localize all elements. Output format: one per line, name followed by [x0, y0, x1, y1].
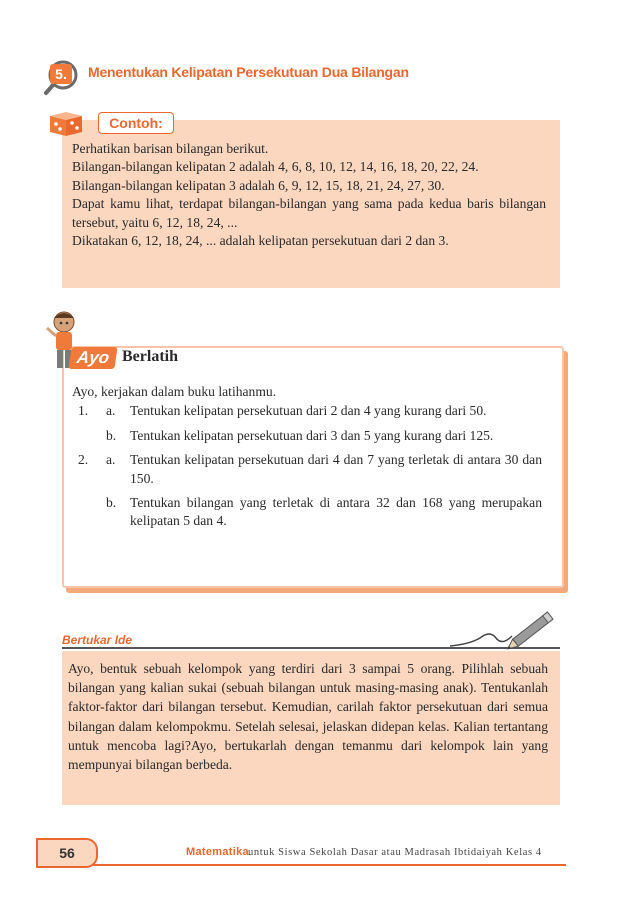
contoh-label: Contoh:	[98, 112, 174, 134]
contoh-line: Perhatikan barisan bilangan berikut.	[72, 141, 269, 156]
page-number: 56	[36, 838, 98, 868]
exercise-text: Tentukan kelipatan persekutuan dari 2 dan 4 yang kurang dari 50.	[130, 403, 487, 419]
bertukar-ide-label: Bertukar Ide	[62, 633, 133, 647]
section-title: Menentukan Kelipatan Persekutuan Dua Bilangan	[88, 64, 409, 80]
exercise-letter: a.	[106, 403, 116, 419]
exercise-item	[72, 427, 542, 445]
contoh-line: Dikatakan 6, 12, 18, 24, ... adalah kelipatan persekutuan dari 2 dan 3.	[72, 233, 449, 249]
contoh-line: Bilangan-bilangan kelipatan 2 adalah 4, 6, 8, 10, 12, 14, 16, 18, 20, 22, 24.	[72, 159, 479, 175]
exercise-text: Tentukan bilangan yang terletak di antara 32 dan 168 yang merupakan kelipatan 5 dan 4.	[130, 495, 542, 529]
berlatih-text	[72, 383, 542, 531]
contoh-line: Dapat kamu lihat, terdapat bilangan-bilangan yang sama pada kedua baris bilangan tersebut, yaitu 6, 12, 18, 24, ...	[72, 196, 546, 230]
contoh-line: Bilangan-bilangan kelipatan 3 adalah 6, 9, 12, 15, 18, 21, 24, 27, 30.	[72, 177, 445, 193]
exercise-letter: b.	[106, 427, 117, 443]
exercise-item	[72, 494, 542, 531]
exercise-number: 1.	[78, 403, 89, 419]
ayo-badge: Ayo	[68, 347, 117, 369]
contoh-text	[72, 140, 546, 250]
exercise-item	[72, 402, 542, 420]
section-number: 5.	[50, 64, 72, 84]
exercise-text: Tentukan kelipatan persekutuan dari 4 dan 7 yang terletak di antara 30 dan 150.	[130, 452, 542, 486]
footer-line	[36, 864, 566, 866]
bertukar-ide-text: Ayo, bentuk sebuah kelompok yang terdiri dari 3 sampai 5 orang. Pilihlah sebuah bilangan yang kalian sukai (sebuah bilangan untuk masing-masing anak). Tentukanlah faktor-faktor dari bilangan tersebut. Kemudian, carilah faktor persekutuan dari semua bilangan dalam kelompokmu. Setelah selesai, jelaskan didepan kelas. Kalian tertantang untuk mencoba lagi?Ayo, bertukarlah dengan temanmu dari kelompok lain yang mempunyai bilangan berbeda.	[68, 661, 548, 773]
exercise-text: Tentukan kelipatan persekutuan dari 3 dan 5 yang kurang dari 125.	[130, 427, 494, 443]
exercise-letter: a.	[106, 452, 116, 468]
pencil-icon	[450, 608, 560, 654]
exercise-letter: b.	[106, 495, 117, 511]
berlatih-intro: Ayo, kerjakan dalam buku latihanmu.	[72, 384, 277, 399]
dice-icon	[46, 108, 86, 138]
exercise-number: 2.	[78, 452, 89, 468]
berlatih-title: Berlatih	[122, 348, 178, 365]
book-subtitle: untuk Siswa Sekolah Dasar atau Madrasah Ibtidaiyah Kelas 4	[248, 847, 542, 858]
exercise-item	[72, 451, 542, 488]
book-title: Matematika	[186, 846, 249, 858]
